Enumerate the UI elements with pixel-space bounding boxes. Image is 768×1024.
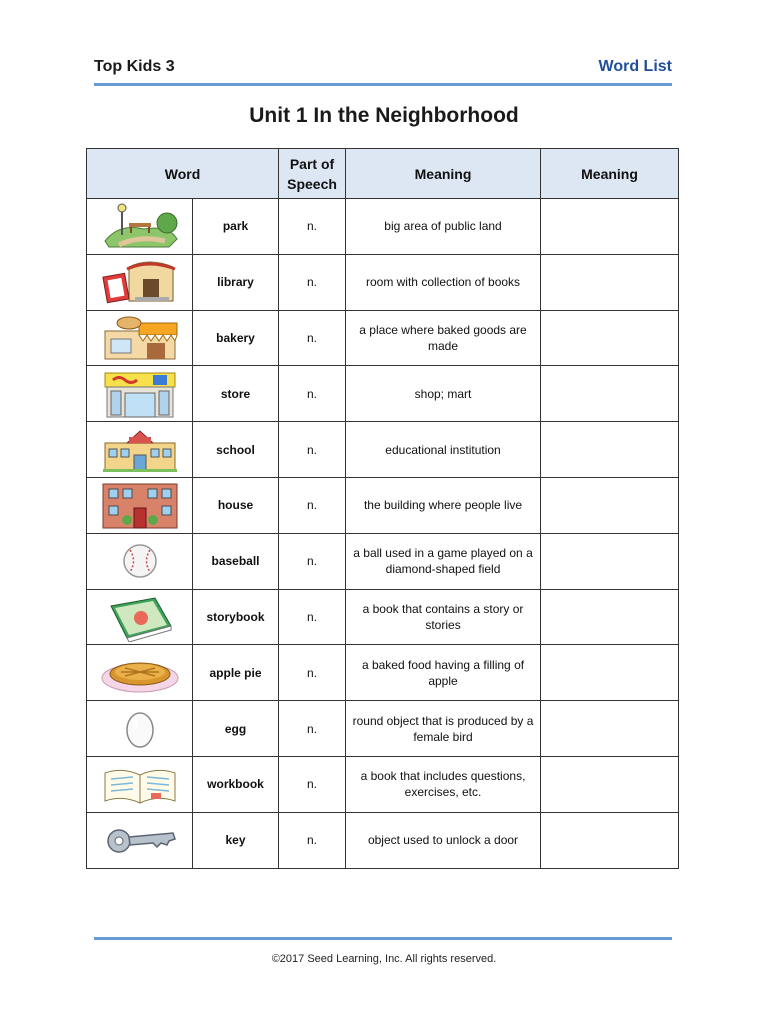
- column-header-word: Word: [87, 149, 279, 199]
- page-header: [94, 55, 672, 85]
- park-icon: [87, 199, 193, 255]
- bakery-icon: [87, 310, 193, 366]
- vocab-word: library: [193, 254, 279, 310]
- meaning-blank[interactable]: [541, 366, 679, 422]
- part-of-speech: n.: [279, 199, 346, 255]
- store-icon: [87, 366, 193, 422]
- table-row: [87, 701, 679, 757]
- word-meaning: a book that contains a story or stories: [346, 589, 541, 645]
- meaning-blank[interactable]: [541, 589, 679, 645]
- vocab-word: workbook: [193, 756, 279, 812]
- vocab-word: school: [193, 422, 279, 478]
- meaning-blank[interactable]: [541, 645, 679, 701]
- word-meaning: a place where baked goods are made: [346, 310, 541, 366]
- table-row: [87, 812, 679, 868]
- library-icon: [87, 254, 193, 310]
- house-icon: [87, 477, 193, 533]
- vocab-word: bakery: [193, 310, 279, 366]
- vocab-word: apple pie: [193, 645, 279, 701]
- vocab-word: park: [193, 199, 279, 255]
- word-meaning: a book that includes questions, exercises, etc.: [346, 756, 541, 812]
- word-meaning: a ball used in a game played on a diamond-shaped field: [346, 533, 541, 589]
- page-title: Unit 1 In the Neighborhood: [249, 104, 519, 127]
- part-of-speech: n.: [279, 645, 346, 701]
- part-of-speech: n.: [279, 366, 346, 422]
- table-header-row: [87, 149, 679, 199]
- meaning-blank[interactable]: [541, 310, 679, 366]
- part-of-speech: n.: [279, 254, 346, 310]
- vocab-word: key: [193, 812, 279, 868]
- vocab-word: egg: [193, 701, 279, 757]
- storybook-icon: [87, 589, 193, 645]
- table-row: [87, 477, 679, 533]
- part-of-speech: n.: [279, 701, 346, 757]
- word-meaning: educational institution: [346, 422, 541, 478]
- table-row: [87, 756, 679, 812]
- meaning-blank[interactable]: [541, 254, 679, 310]
- part-of-speech: n.: [279, 477, 346, 533]
- key-icon: [87, 812, 193, 868]
- table-row: [87, 589, 679, 645]
- part-of-speech: n.: [279, 533, 346, 589]
- meaning-blank[interactable]: [541, 701, 679, 757]
- copyright-footer: ©2017 Seed Learning, Inc. All rights reserved.: [271, 953, 497, 965]
- vocab-word: house: [193, 477, 279, 533]
- part-of-speech: n.: [279, 422, 346, 478]
- school-icon: [87, 422, 193, 478]
- column-header-meaning: Meaning: [346, 149, 541, 199]
- word-meaning: object used to unlock a door: [346, 812, 541, 868]
- column-header-part-of-speech: Part of Speech: [279, 149, 346, 199]
- part-of-speech: n.: [279, 812, 346, 868]
- meaning-blank[interactable]: [541, 199, 679, 255]
- word-meaning: big area of public land: [346, 199, 541, 255]
- vocab-word: store: [193, 366, 279, 422]
- word-meaning: round object that is produced by a female bird: [346, 701, 541, 757]
- header-divider: [94, 83, 672, 86]
- baseball-icon: [87, 533, 193, 589]
- word-list-table: [86, 148, 679, 869]
- meaning-blank[interactable]: [541, 422, 679, 478]
- word-meaning: shop; mart: [346, 366, 541, 422]
- part-of-speech: n.: [279, 310, 346, 366]
- part-of-speech: n.: [279, 589, 346, 645]
- meaning-blank[interactable]: [541, 812, 679, 868]
- meaning-blank[interactable]: [541, 477, 679, 533]
- section-label: Word List: [598, 58, 672, 75]
- table-row: [87, 366, 679, 422]
- word-meaning: the building where people live: [346, 477, 541, 533]
- table-row: [87, 645, 679, 701]
- table-row: [87, 533, 679, 589]
- part-of-speech: n.: [279, 756, 346, 812]
- vocab-word: storybook: [193, 589, 279, 645]
- table-row: [87, 422, 679, 478]
- meaning-blank[interactable]: [541, 756, 679, 812]
- table-row: [87, 199, 679, 255]
- workbook-icon: [87, 756, 193, 812]
- footer-divider: [94, 937, 672, 940]
- meaning-blank[interactable]: [541, 533, 679, 589]
- word-meaning: a baked food having a filling of apple: [346, 645, 541, 701]
- egg-icon: [87, 701, 193, 757]
- book-title: Top Kids 3: [94, 58, 175, 75]
- vocab-word: baseball: [193, 533, 279, 589]
- table-row: [87, 254, 679, 310]
- apple-pie-icon: [87, 645, 193, 701]
- column-header-meaning-2: Meaning: [541, 149, 679, 199]
- table-row: [87, 310, 679, 366]
- word-meaning: room with collection of books: [346, 254, 541, 310]
